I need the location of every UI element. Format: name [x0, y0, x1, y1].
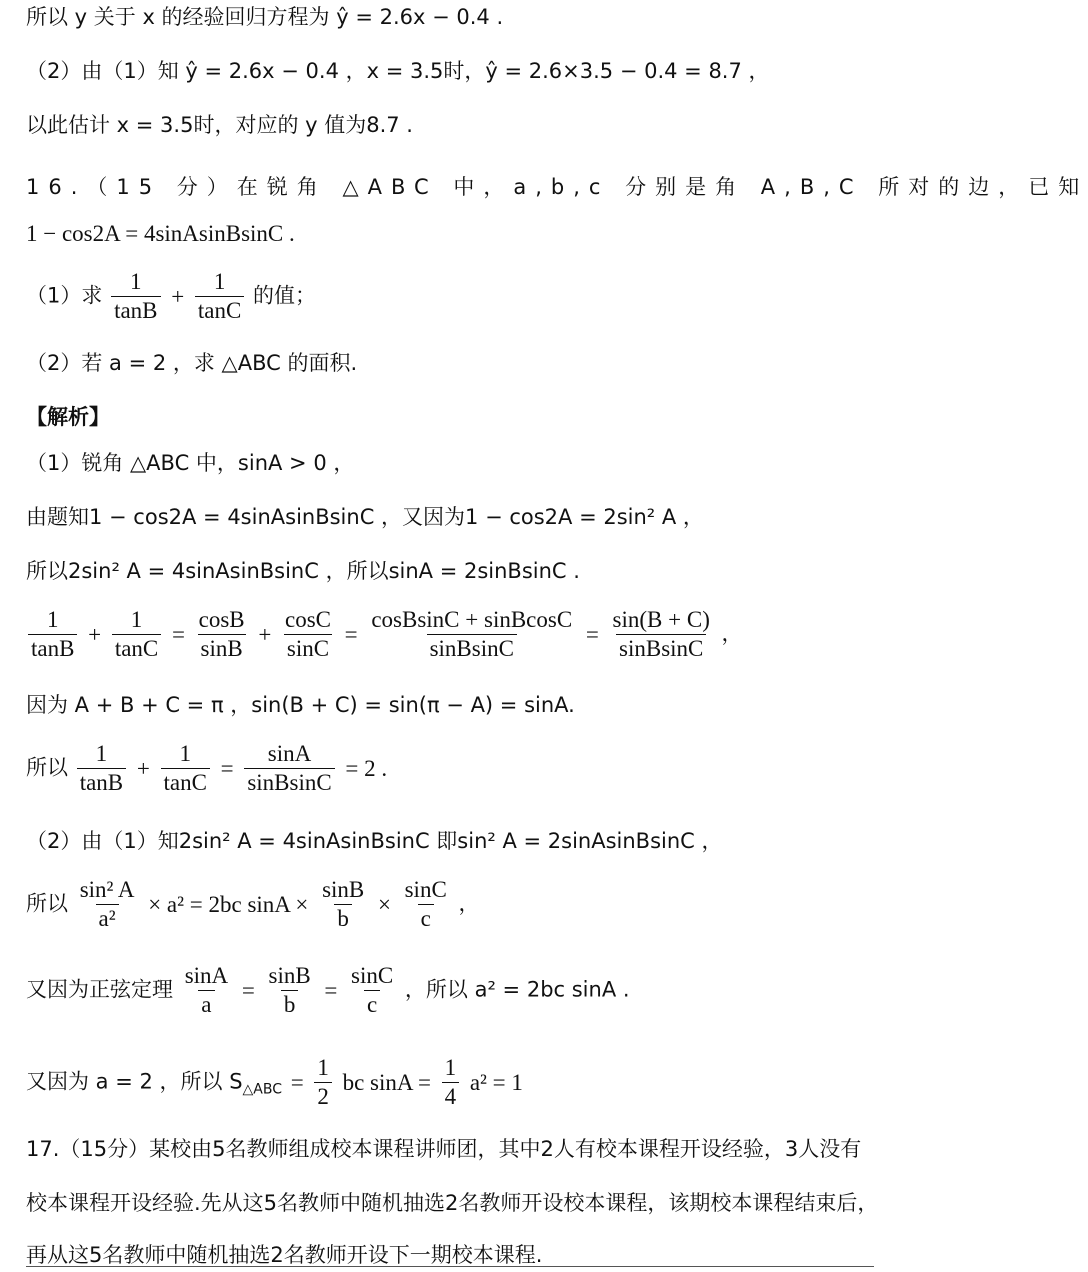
problem-17-line1: 17.（15分）某校由5名教师组成校本课程讲师团，其中2人有校本课程开设经验，3人没有	[26, 1137, 862, 1161]
frac-sinC-c-law: $\frac{\sin C}{c}$	[351, 963, 394, 1017]
solution-step-2: 由题知1 − cos2A = 4sinAsinBsinC ，又因为1 − cos2A = 2sin² A ，	[26, 505, 704, 529]
frac-1-tanB: $\frac{1}{\tan B}$	[28, 606, 77, 663]
fraction-1-over-tanC: $\frac{1}{\tan C}$	[195, 268, 244, 325]
solution-fraction-chain: $\frac{1}{\tan B}$ + $\frac{1}{\tan C}$ = $\frac{\cos B}{\sin B}$ + $\frac{\cos C}{\sin C}$ = $\frac{\text{cosBsinC + sinBcosC}}{\text{sinBsinC}}$ = $\frac{\sin(B + C)}{\text{sinBsinC}}$ ，	[26, 606, 878, 663]
frac-sinBpC-over-sinBsinC: $\frac{\sin(B + C)}{\text{sinBsinC}}$	[612, 607, 710, 661]
part1-prefix: （1）求	[26, 283, 103, 308]
solution-angle-sum: 因为 A + B + C = π ，sin(B + C) = sin(π − A) = sinA.	[26, 693, 575, 717]
frac-sinB-b: $\frac{\sin B}{b}$	[322, 877, 365, 931]
frac-sinA-a: $\frac{\sin A}{a}$	[184, 963, 229, 1017]
frac-sum-over-sinBsinC: $\frac{\text{cosBsinC + sinBcosC}}{\text{sinBsinC}}$	[371, 607, 573, 661]
problem-16-condition: 1 − cos2A = 4sinAsinBsinC .	[26, 221, 295, 246]
frac-cosB-sinB: $\frac{\cos B}{\sin B}$	[198, 607, 245, 661]
page-bottom-divider	[26, 1266, 874, 1267]
analysis-heading: 【解析】	[26, 405, 110, 429]
frac-sin2A-a2: $\frac{\text{sin² A}}{\text{a²}}$	[79, 877, 135, 931]
problem-16-part2: （2）若 a = 2 ，求 △ABC 的面积.	[26, 351, 358, 375]
frac-1-2: $\frac{1}{2}$	[314, 1054, 332, 1111]
frac-sinB-b-law: $\frac{\sin B}{b}$	[268, 963, 311, 1017]
solution-sine-law: 又因为正弦定理 $\frac{\sin A}{a}$ = $\frac{\sin B}{b}$ = $\frac{\sin C}{c}$ ，所以 a² = 2bc sinA .	[26, 963, 630, 1017]
problem-16-part1: （1）求 $\frac{1}{\tan B}$ + $\frac{1}{\tan C}$ 的值；	[26, 269, 317, 323]
problem-17-line3: 再从这5名教师中随机抽选2名教师开设下一期校本课程.	[26, 1243, 543, 1267]
res-frac-1-tanB: $\frac{1}{\tan B}$	[77, 740, 126, 797]
solution-area-result: 又因为 a = 2 ，所以 $S_{\triangle ABC}$ = $\frac{1}{2}$ bc sinA = $\frac{1}{4}$ a² = 1	[26, 1055, 523, 1109]
problem-17-line2: 校本课程开设经验.先从这5名教师中随机抽选2名教师开设校本课程，该期校本课程结束后，	[26, 1191, 879, 1215]
frac-1-tanC: $\frac{1}{\tan C}$	[112, 606, 161, 663]
fraction-1-over-tanB: $\frac{1}{\tan B}$	[111, 268, 160, 325]
estimate-result-line: 以此估计 x = 3.5时，对应的 y 值为8.7 .	[26, 113, 413, 137]
res-frac-1-tanC: $\frac{1}{\tan C}$	[161, 740, 210, 797]
frac-1-4: $\frac{1}{4}$	[442, 1054, 460, 1111]
solution-part1-result: 所以 $\frac{1}{\tan B}$ + $\frac{1}{\tan C}$ = $\frac{\sin A}{\text{sinBsinC}}$ = 2 .	[26, 741, 388, 795]
frac-cosC-sinC: $\frac{\cos C}{\sin C}$	[284, 607, 331, 661]
part1-suffix: 的值；	[253, 283, 317, 308]
solution-step-1: （1）锐角 △ABC 中，sinA > 0 ，	[26, 451, 355, 475]
solution-part2-step2: 所以 $\frac{\text{sin² A}}{\text{a²}}$ × a² = 2bc sinA × $\frac{\sin B}{b}$ × $\frac{\sin C}{c}$ ，	[26, 877, 480, 931]
part2-estimate-line: （2）由（1）知 ŷ = 2.6x − 0.4 ，x = 3.5时，ŷ = 2.6×3.5 − 0.4 = 8.7 ，	[26, 59, 770, 83]
solution-part2-step1: （2）由（1）知2sin² A = 4sinAsinBsinC 即sin² A = 2sinAsinBsinC ，	[26, 829, 723, 853]
problem-16-statement: 16.（15 分）在锐角 △ABC 中，a,b,c 分别是角 A,B,C 所对的边，已知	[26, 175, 1088, 199]
frac-sinC-c: $\frac{\sin C}{c}$	[404, 877, 447, 931]
res-frac-sinA-sinBsinC: $\frac{\sin A}{\text{sinBsinC}}$	[244, 740, 334, 797]
solution-step-3: 所以2sin² A = 4sinAsinBsinC ，所以sinA = 2sinBsinC .	[26, 559, 580, 583]
regression-conclusion-line: 所以 y 关于 x 的经验回归方程为 ŷ = 2.6x − 0.4 .	[26, 5, 504, 29]
